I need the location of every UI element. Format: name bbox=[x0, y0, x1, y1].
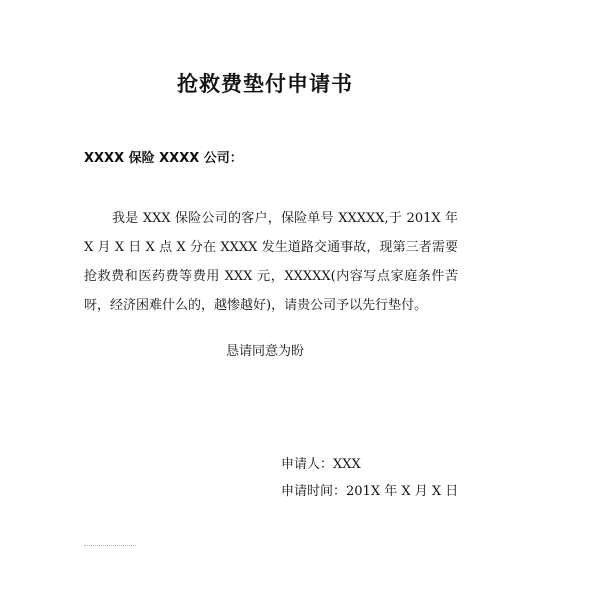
body-paragraph: 我是 XXX 保险公司的客户，保险单号 XXXXX,于 201X 年 X 月 X 日 X 点 X 分在 XXXX 发生道路交通事故，现第三者需要抢救费和医药费等费用 XXX 元，XXXXX(内容写点家庭条件苦呀，经济困难什么的，越惨越好)，请贵公司予以先行垫付。 bbox=[84, 211, 458, 313]
salutation: XXXX 保险 XXXX 公司： bbox=[84, 151, 243, 166]
footer-dotted-rule bbox=[84, 545, 136, 546]
applicant-signature: 申请人：XXX bbox=[281, 457, 361, 472]
application-date: 申请时间：201X 年 X 月 X 日 bbox=[281, 484, 459, 499]
document-title: 抢救费垫付申请书 bbox=[177, 72, 353, 96]
closing-line: 恳请同意为盼 bbox=[226, 344, 305, 359]
